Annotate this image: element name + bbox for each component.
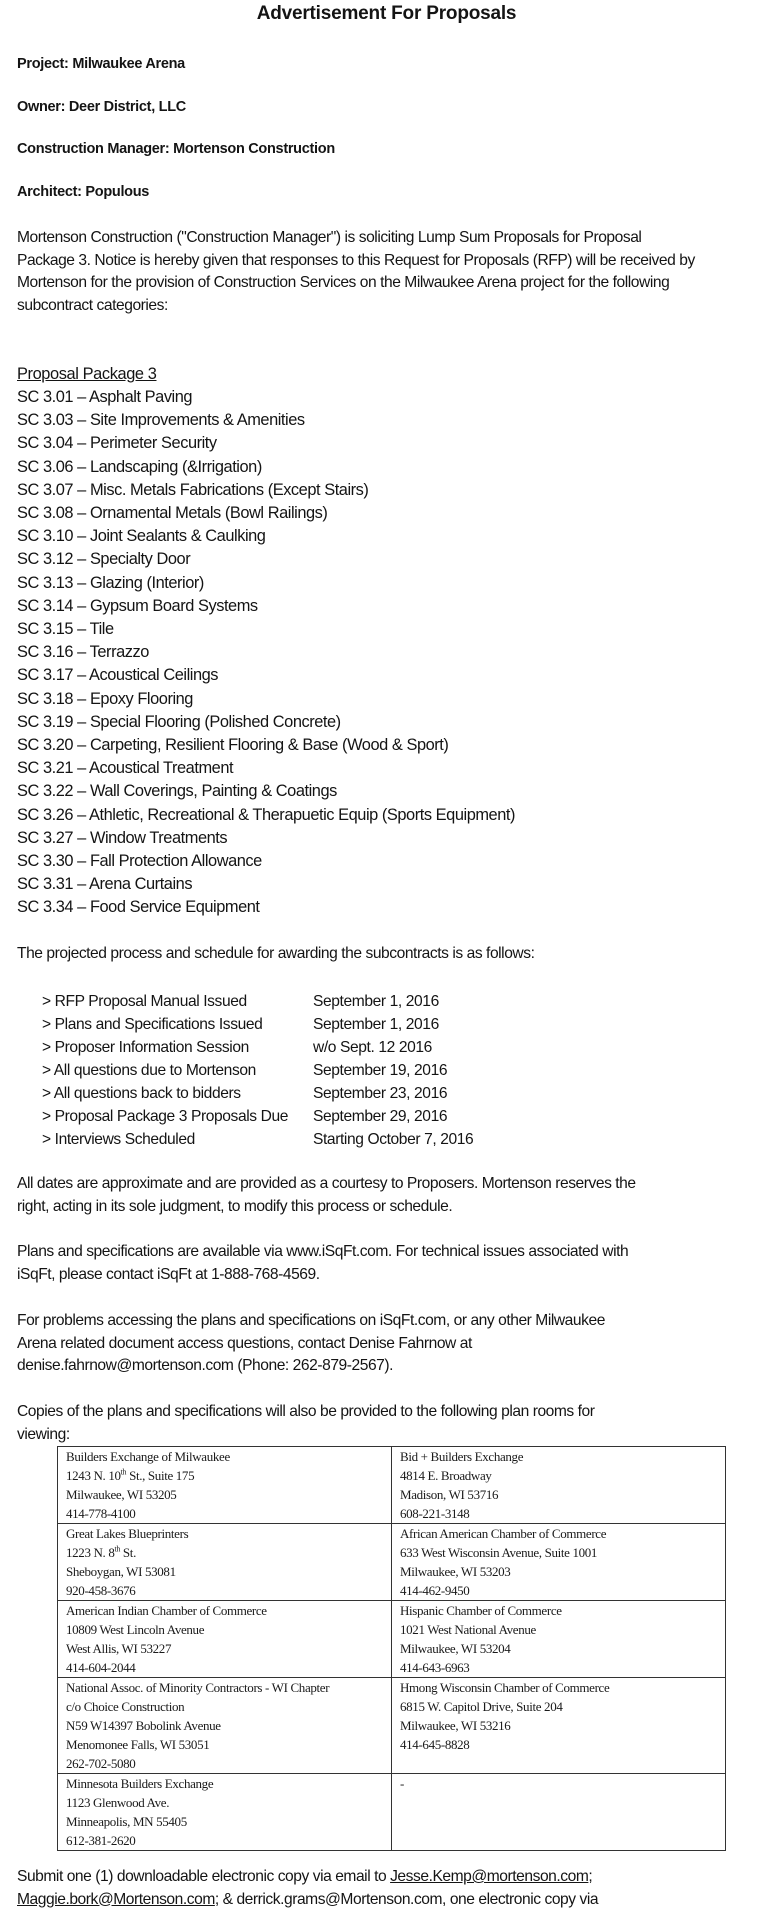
plan-room-cell [392, 1678, 726, 1774]
plan-room-city: Milwaukee, WI 53203 [400, 1564, 511, 1579]
address-part: 1223 N. 8 [66, 1545, 115, 1560]
architect-field: Architect: Populous [17, 184, 150, 200]
intro-line: Mortenson Construction ("Construction Manager") is soliciting Lump Sum Proposals for Proposal [17, 229, 642, 246]
plan-room-address: N59 W14397 Bobolink Avenue [66, 1718, 221, 1733]
plan-room-name: Great Lakes Blueprinters [66, 1526, 189, 1541]
submission-text: ; & derrick.grams@Mortenson.com, one electronic copy via [214, 1890, 599, 1908]
subcontract-item: SC 3.10 – Joint Sealants & Caulking [17, 527, 266, 546]
plan-rooms-table [57, 1446, 726, 1851]
plan-room-city: Madison, WI 53716 [400, 1487, 499, 1502]
plan-room-name: African American Chamber of Commerce [400, 1526, 607, 1541]
table-row [58, 1601, 726, 1678]
table-row [58, 1774, 726, 1851]
submission-line [17, 1866, 762, 1889]
plan-room-name: Bid + Builders Exchange [400, 1449, 524, 1464]
empty-placeholder: - [400, 1776, 404, 1791]
schedule-date: September 19, 2016 [313, 1062, 448, 1079]
schedule-step: > Interviews Scheduled [42, 1131, 195, 1148]
disclaimer-line: All dates are approximate and are provided as a courtesy to Proposers. Mortenson reserves the [17, 1175, 636, 1192]
plan-room-address: 1123 Glenwood Ave. [66, 1795, 170, 1810]
plan-room-care-of: c/o Choice Construction [66, 1699, 185, 1714]
subcontract-list [17, 386, 515, 920]
email-link-jesse-kemp[interactable]: Jesse.Kemp@mortenson.com [390, 1868, 589, 1885]
schedule-row [42, 990, 682, 1013]
plan-room-city: West Allis, WI 53227 [66, 1641, 172, 1656]
subcontract-item: SC 3.22 – Wall Coverings, Painting & Coatings [17, 782, 337, 801]
plan-room-name: Hmong Wisconsin Chamber of Commerce [400, 1680, 610, 1695]
schedule-table [42, 990, 682, 1151]
email-link-maggie-bork[interactable]: Maggie.bork@Mortenson.com [17, 1890, 215, 1908]
schedule-date: September 1, 2016 [313, 993, 439, 1010]
schedule-date: September 23, 2016 [313, 1085, 448, 1102]
plan-room-cell [58, 1601, 392, 1678]
subcontract-item: SC 3.12 – Specialty Door [17, 550, 191, 569]
plan-room-address [66, 1466, 391, 1485]
subcontract-item: SC 3.26 – Athletic, Recreational & Therapuetic Equip (Sports Equipment) [17, 805, 516, 824]
construction-manager-field: Construction Manager: Mortenson Construction [17, 141, 335, 157]
plan-room-phone: 612-381-2620 [66, 1833, 136, 1848]
subcontract-item: SC 3.07 – Misc. Metals Fabrications (Except Stairs) [17, 480, 369, 499]
plan-room-name: American Indian Chamber of Commerce [66, 1603, 267, 1618]
schedule-step: > All questions back to bidders [42, 1085, 241, 1102]
project-field: Project: Milwaukee Arena [17, 56, 185, 72]
schedule-step: > Proposal Package 3 Proposals Due [42, 1108, 289, 1125]
subcontract-item: SC 3.15 – Tile [17, 620, 114, 639]
plan-room-name: Hispanic Chamber of Commerce [400, 1603, 562, 1618]
subcontract-item: SC 3.34 – Food Service Equipment [17, 898, 260, 917]
intro-paragraph [17, 227, 762, 317]
schedule-row [42, 1036, 682, 1059]
access-line: denise.fahrnow@mortenson.com (Phone: 262-879-2567). [17, 1357, 394, 1374]
plan-room-name: National Assoc. of Minority Contractors - WI Chapter [66, 1680, 330, 1695]
table-row [58, 1447, 726, 1524]
subcontract-item: SC 3.21 – Acoustical Treatment [17, 759, 234, 778]
subcontract-item: SC 3.13 – Glazing (Interior) [17, 573, 204, 592]
plan-room-name: Minnesota Builders Exchange [66, 1776, 214, 1791]
plan-room-city: Milwaukee, WI 53216 [400, 1718, 511, 1733]
subcontract-item: SC 3.04 – Perimeter Security [17, 434, 217, 453]
schedule-step: > RFP Proposal Manual Issued [42, 993, 247, 1010]
schedule-row [42, 1105, 682, 1128]
schedule-row [42, 1128, 682, 1151]
address-part: 1243 N. 10 [66, 1468, 121, 1483]
plan-room-phone: 414-645-8828 [400, 1737, 470, 1752]
plan-room-phone: 414-778-4100 [66, 1506, 136, 1521]
subcontract-item: SC 3.01 – Asphalt Paving [17, 388, 193, 406]
plan-room-address: 4814 E. Broadway [400, 1468, 492, 1483]
plan-room-phone: 262-702-5080 [66, 1756, 136, 1771]
availability-line: Plans and specifications are available via www.iSqFt.com. For technical issues associated with [17, 1243, 629, 1260]
plan-rooms-intro [17, 1401, 762, 1446]
disclaimer-line: right, acting in its sole judgment, to modify this process or schedule. [17, 1197, 453, 1215]
submission-text: Submit one (1) downloadable electronic copy via email to [17, 1868, 391, 1885]
plan-room-cell [58, 1524, 392, 1601]
intro-line: Package 3. Notice is hereby given that responses to this Request for Proposals (RFP) will be received by [17, 251, 695, 269]
submission-paragraph [17, 1866, 762, 1911]
schedule-intro: The projected process and schedule for awarding the subcontracts is as follows: [17, 945, 535, 962]
access-line: For problems accessing the plans and specifications on iSqFt.com, or any other Milwaukee [17, 1312, 605, 1329]
plan-room-city: Sheboygan, WI 53081 [66, 1564, 176, 1579]
table-row [58, 1678, 726, 1774]
subcontract-item: SC 3.17 – Acoustical Ceilings [17, 666, 219, 685]
subcontract-item: SC 3.06 – Landscaping (&Irrigation) [17, 457, 262, 476]
subcontract-item: SC 3.03 – Site Improvements & Amenities [17, 411, 305, 430]
address-part: St., Suite 175 [126, 1468, 195, 1483]
intro-line: subcontract categories: [17, 296, 168, 314]
plan-room-cell [58, 1447, 392, 1524]
plan-room-city: Milwaukee, WI 53204 [400, 1641, 511, 1656]
schedule-step: > All questions due to Mortenson [42, 1062, 256, 1079]
subcontract-item: SC 3.16 – Terrazzo [17, 643, 149, 662]
plan-room-cell-empty [392, 1774, 726, 1851]
schedule-date: September 1, 2016 [313, 1016, 439, 1033]
plan-room-phone: 414-604-2044 [66, 1660, 136, 1675]
ordinal-suffix: th [114, 1544, 121, 1554]
schedule-step: > Proposer Information Session [42, 1039, 249, 1056]
schedule-row [42, 1059, 682, 1082]
plan-room-city: Menomonee Falls, WI 53051 [66, 1737, 210, 1752]
subcontract-item: SC 3.27 – Window Treatments [17, 828, 228, 847]
plan-room-cell [392, 1601, 726, 1678]
subcontract-item: SC 3.20 – Carpeting, Resilient Flooring & Base (Wood & Sport) [17, 736, 449, 755]
availability-paragraph [17, 1241, 762, 1286]
subcontract-item: SC 3.08 – Ornamental Metals (Bowl Railings) [17, 504, 328, 523]
subcontract-item: SC 3.14 – Gypsum Board Systems [17, 596, 258, 615]
plan-room-address: 10809 West Lincoln Avenue [66, 1622, 205, 1637]
subcontract-item: SC 3.31 – Arena Curtains [17, 875, 193, 894]
plan-room-cell [392, 1524, 726, 1601]
schedule-date: w/o Sept. 12 2016 [313, 1039, 432, 1056]
submission-text: ; [588, 1868, 593, 1885]
package-heading: Proposal Package 3 [17, 365, 157, 383]
submission-line [17, 1889, 762, 1912]
owner-field: Owner: Deer District, LLC [17, 99, 186, 115]
plan-room-phone: 920-458-3676 [66, 1583, 136, 1598]
plan-room-address: 6815 W. Capitol Drive, Suite 204 [400, 1699, 563, 1714]
plan-room-phone: 414-462-9450 [400, 1583, 470, 1598]
subcontract-item: SC 3.18 – Epoxy Flooring [17, 689, 193, 708]
disclaimer-paragraph [17, 1173, 762, 1218]
plan-room-cell [58, 1774, 392, 1851]
plan-room-address: 1021 West National Avenue [400, 1622, 536, 1637]
plan-room-address [66, 1543, 391, 1562]
plan-rooms-intro-line: Copies of the plans and specifications will also be provided to the following plan rooms for [17, 1403, 595, 1420]
subcontract-item: SC 3.30 – Fall Protection Allowance [17, 852, 262, 871]
schedule-step: > Plans and Specifications Issued [42, 1016, 263, 1033]
ordinal-suffix: th [120, 1467, 127, 1477]
subcontract-item: SC 3.19 – Special Flooring (Polished Concrete) [17, 712, 341, 731]
plan-room-city: Milwaukee, WI 53205 [66, 1487, 177, 1502]
plan-room-address: 633 West Wisconsin Avenue, Suite 1001 [400, 1545, 598, 1560]
plan-room-city: Minneapolis, MN 55405 [66, 1814, 187, 1829]
schedule-row [42, 1082, 682, 1105]
plan-rooms-intro-line: viewing: [17, 1425, 70, 1443]
table-row [58, 1524, 726, 1601]
availability-line: iSqFt, please contact iSqFt at 1-888-768-4569. [17, 1265, 320, 1283]
plan-room-cell [58, 1678, 392, 1774]
access-line: Arena related document access questions, contact Denise Fahrnow at [17, 1334, 472, 1352]
address-part: St. [120, 1545, 136, 1560]
intro-line: Mortenson for the provision of Construction Services on the Milwaukee Arena project for the following [17, 274, 670, 291]
schedule-date: September 29, 2016 [313, 1108, 448, 1125]
plan-room-name: Builders Exchange of Milwaukee [66, 1449, 230, 1464]
access-contact-paragraph [17, 1310, 762, 1378]
plan-room-phone: 414-643-6963 [400, 1660, 470, 1675]
plan-room-phone: 608-221-3148 [400, 1506, 470, 1521]
schedule-row [42, 1013, 682, 1036]
schedule-date: Starting October 7, 2016 [313, 1131, 474, 1148]
plan-room-cell [392, 1447, 726, 1524]
page-title: Advertisement For Proposals [256, 3, 517, 24]
